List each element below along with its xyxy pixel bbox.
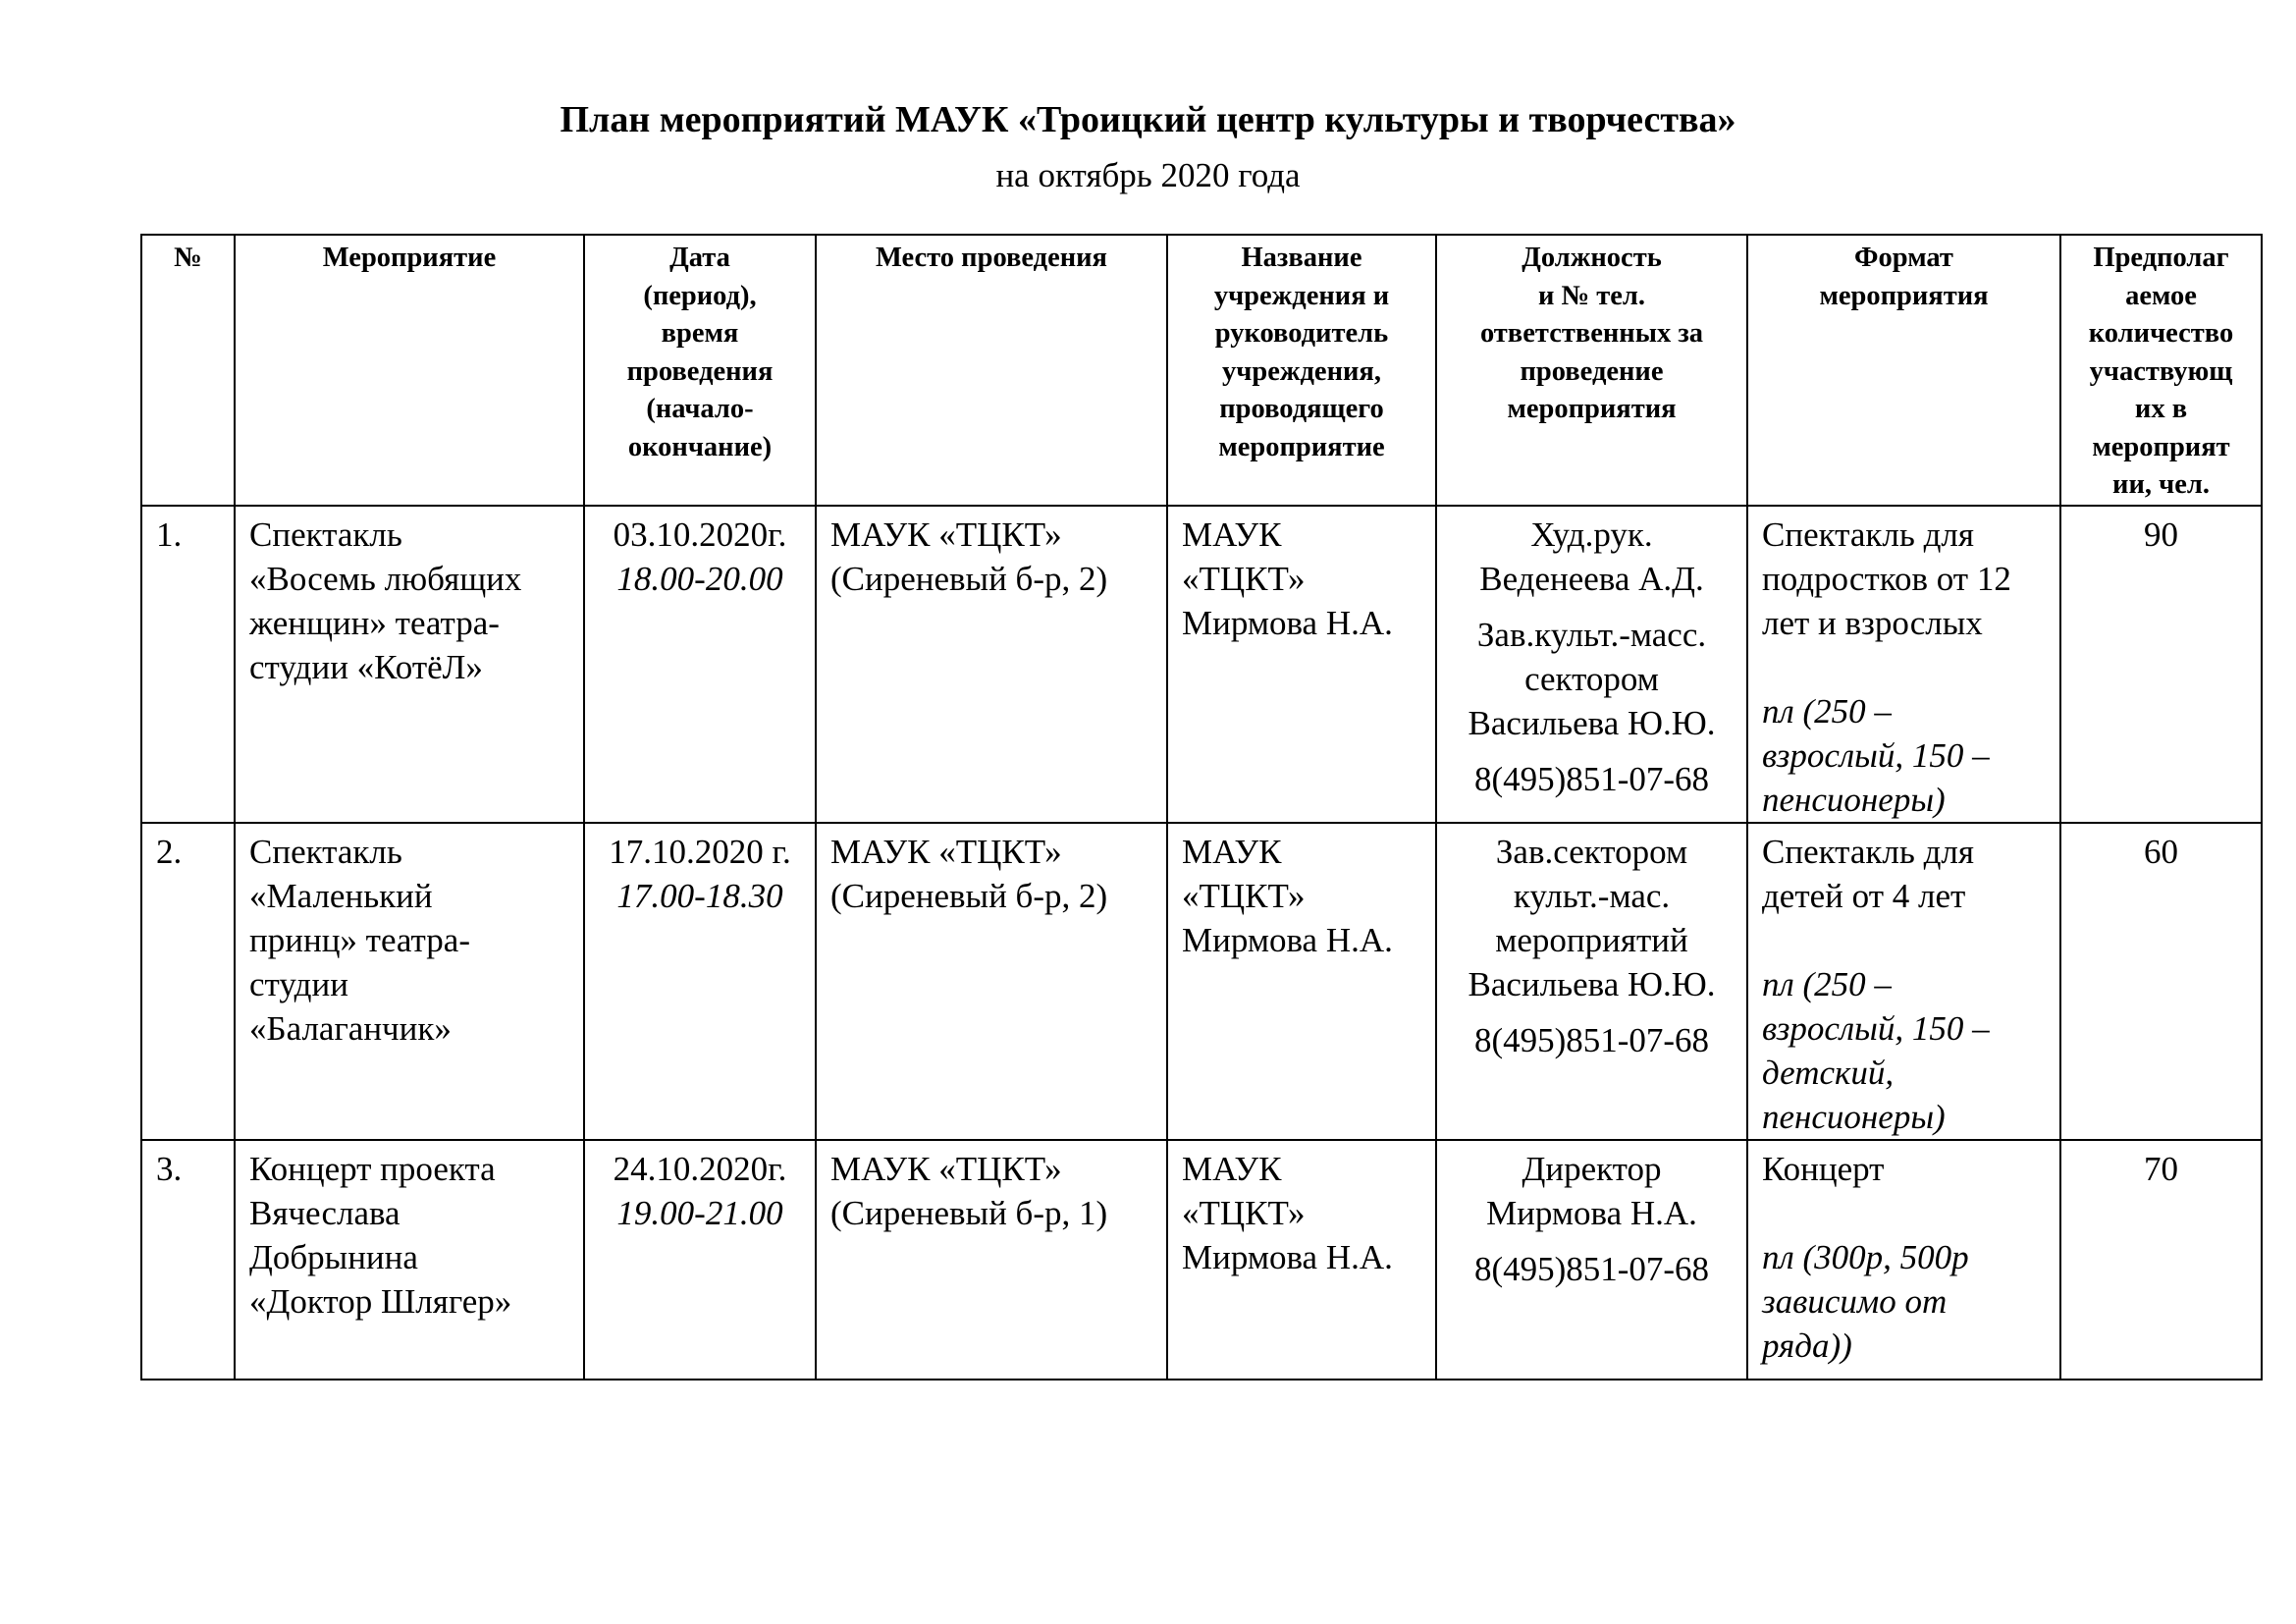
cell-text-line: «Маленький [249, 876, 433, 915]
cell-text-line: «Восемь любящих [249, 559, 522, 598]
cell-text-line: Мирмова Н.А. [1182, 920, 1393, 959]
event-time: 18.00-20.00 [616, 559, 783, 598]
cell-text-line: Зав.культ.-масс. [1476, 615, 1707, 654]
cell-org [1167, 823, 1436, 1140]
price-line: детский, [1762, 1053, 1895, 1092]
header-text-line: и № тел. [1537, 280, 1646, 311]
cell-org [1167, 506, 1436, 823]
event-time: 17.00-18.30 [616, 876, 783, 915]
cell-text-line: Концерт проекта [249, 1149, 496, 1188]
header-text-line: ответственных за [1479, 318, 1704, 349]
cell-event [235, 1140, 584, 1380]
header-text-line: мероприятия [1819, 280, 1989, 311]
spacer [1762, 645, 2052, 689]
cell-place [816, 506, 1167, 823]
header-date [584, 235, 816, 506]
cell-text-line: студии [249, 964, 348, 1003]
table-row [141, 506, 2262, 823]
cell-text-line: принц» театра- [249, 920, 470, 959]
cell-text-line: «ТЦКТ» [1182, 559, 1306, 598]
header-text-line: мероприят [2092, 431, 2230, 462]
spacer [1762, 1191, 2052, 1235]
cell-responsible [1436, 823, 1747, 1140]
cell-event [235, 823, 584, 1140]
header-text-line: учреждения и [1213, 280, 1390, 311]
price-line: взрослый, 150 – [1762, 735, 1990, 775]
table-row [141, 1140, 2262, 1380]
cell-place [816, 823, 1167, 1140]
cell-num: 3. [141, 1140, 235, 1380]
price-line: пенсионеры) [1762, 780, 1946, 819]
cell-text-line: Спектакль [249, 514, 402, 554]
cell-text-line: студии «КотёЛ» [249, 647, 483, 686]
cell-text-line: Мирмова Н.А. [1182, 1237, 1393, 1276]
cell-num: 1. [141, 506, 235, 823]
spacer [1762, 918, 2052, 962]
cell-text-line: «Доктор Шлягер» [249, 1281, 512, 1321]
cell-text-line: (Сиреневый б-р, 2) [830, 559, 1108, 598]
header-event: Мероприятие [235, 235, 584, 506]
cell-text-line: мероприятий [1495, 920, 1688, 959]
events-table [140, 234, 2263, 1380]
cell-text-line: МАУК [1182, 832, 1282, 871]
phone-number: 8(495)851-07-68 [1473, 759, 1710, 798]
cell-date [584, 506, 816, 823]
cell-text-line: Спектакль для [1762, 514, 1974, 554]
cell-text-line: МАУК «ТЦКТ» [830, 514, 1062, 554]
cell-text-line: Зав.сектором [1495, 832, 1688, 871]
cell-date [584, 1140, 816, 1380]
header-place: Место проведения [816, 235, 1167, 506]
cell-text-line: Вячеслава [249, 1193, 400, 1232]
header-text-line: время [661, 318, 739, 349]
cell-text-line: МАУК «ТЦКТ» [830, 832, 1062, 871]
header-org [1167, 235, 1436, 506]
cell-event [235, 506, 584, 823]
price-line: пенсионеры) [1762, 1097, 1946, 1136]
cell-text-line: лет и взрослых [1762, 603, 1983, 642]
cell-text-line: Мирмова Н.А. [1486, 1193, 1697, 1232]
cell-text-line: детей от 4 лет [1762, 876, 1966, 915]
cell-text-line: «Балаганчик» [249, 1008, 452, 1048]
cell-text-line: Добрынина [249, 1237, 418, 1276]
cell-org [1167, 1140, 1436, 1380]
cell-text-line: (Сиреневый б-р, 2) [830, 876, 1108, 915]
event-date: 03.10.2020г. [613, 514, 787, 554]
header-text-line: окончание) [627, 431, 773, 462]
cell-text-line: сектором [1524, 659, 1659, 698]
cell-count: 90 [2060, 506, 2262, 823]
header-text-line: проведение [1520, 355, 1664, 387]
cell-format [1747, 506, 2060, 823]
header-text-line: Должность [1522, 243, 1662, 273]
header-text-line: проведения [626, 355, 774, 387]
cell-text-line: «ТЦКТ» [1182, 876, 1306, 915]
cell-text-line: культ.-мас. [1513, 876, 1671, 915]
price-line: пл (250 – [1762, 691, 1892, 731]
header-text-line: Название [1241, 243, 1362, 273]
phone-number: 8(495)851-07-68 [1473, 1020, 1710, 1059]
cell-text-line: «ТЦКТ» [1182, 1193, 1306, 1232]
cell-count: 60 [2060, 823, 2262, 1140]
cell-format [1747, 823, 2060, 1140]
header-text-line: Дата [669, 243, 730, 273]
cell-text-line: МАУК «ТЦКТ» [830, 1149, 1062, 1188]
cell-text-line: женщин» театра- [249, 603, 500, 642]
table-header-row [141, 235, 2262, 506]
cell-text-line: (Сиреневый б-р, 1) [830, 1193, 1108, 1232]
header-text-line: (начало- [646, 394, 754, 424]
cell-text-line: Худ.рук. [1530, 514, 1653, 554]
event-date: 17.10.2020 г. [609, 832, 791, 871]
cell-date [584, 823, 816, 1140]
cell-text-line: МАУК [1182, 514, 1282, 554]
header-text-line: их в [2134, 394, 2188, 424]
header-text-line: проводящего [1219, 394, 1384, 424]
price-line: ряда)) [1762, 1326, 1852, 1365]
price-line: пл (300р, 500р [1762, 1237, 1969, 1276]
cell-count: 70 [2060, 1140, 2262, 1380]
header-format [1747, 235, 2060, 506]
cell-place [816, 1140, 1167, 1380]
cell-responsible [1436, 506, 1747, 823]
header-count [2060, 235, 2262, 506]
cell-text-line: МАУК [1182, 1149, 1282, 1188]
cell-text-line: Спектакль для [1762, 832, 1974, 871]
header-text-line: мероприятия [1507, 394, 1677, 424]
cell-text-line: Концерт [1762, 1149, 1885, 1188]
header-text-line: руководитель [1214, 318, 1389, 349]
cell-text-line: подростков от 12 [1762, 559, 2011, 598]
phone-number: 8(495)851-07-68 [1473, 1249, 1710, 1288]
cell-format [1747, 1140, 2060, 1380]
cell-text-line: Директор [1522, 1149, 1662, 1188]
price-line: пл (250 – [1762, 964, 1892, 1003]
cell-text-line: Спектакль [249, 832, 402, 871]
cell-num: 2. [141, 823, 235, 1140]
header-text-line: учреждения, [1222, 355, 1381, 387]
cell-text-line: Васильева Ю.Ю. [1468, 703, 1716, 742]
header-num: № [141, 235, 235, 506]
header-text-line: участвующ [2089, 355, 2233, 387]
page-subtitle: на октябрь 2020 года [995, 156, 1301, 194]
price-line: взрослый, 150 – [1762, 1008, 1990, 1048]
page-title: План мероприятий МАУК «Троицкий центр культуры и творчества» [560, 99, 1736, 140]
header-text-line: аемое [2125, 280, 2197, 311]
table-row [141, 823, 2262, 1140]
cell-text-line: Веденеева А.Д. [1479, 559, 1704, 598]
cell-responsible [1436, 1140, 1747, 1380]
header-text-line: мероприятие [1218, 431, 1385, 462]
header-text-line: количество [2088, 318, 2234, 349]
header-text-line: ии, чел. [2112, 469, 2210, 500]
cell-text-line: Васильева Ю.Ю. [1468, 964, 1716, 1003]
header-text-line: Предполаг [2093, 243, 2229, 273]
header-text-line: (период), [643, 280, 757, 311]
header-responsible [1436, 235, 1747, 506]
event-date: 24.10.2020г. [613, 1149, 787, 1188]
header-text-line: Формат [1854, 243, 1953, 273]
event-time: 19.00-21.00 [616, 1193, 783, 1232]
cell-text-line: Мирмова Н.А. [1182, 603, 1393, 642]
price-line: зависимо от [1762, 1281, 1948, 1321]
